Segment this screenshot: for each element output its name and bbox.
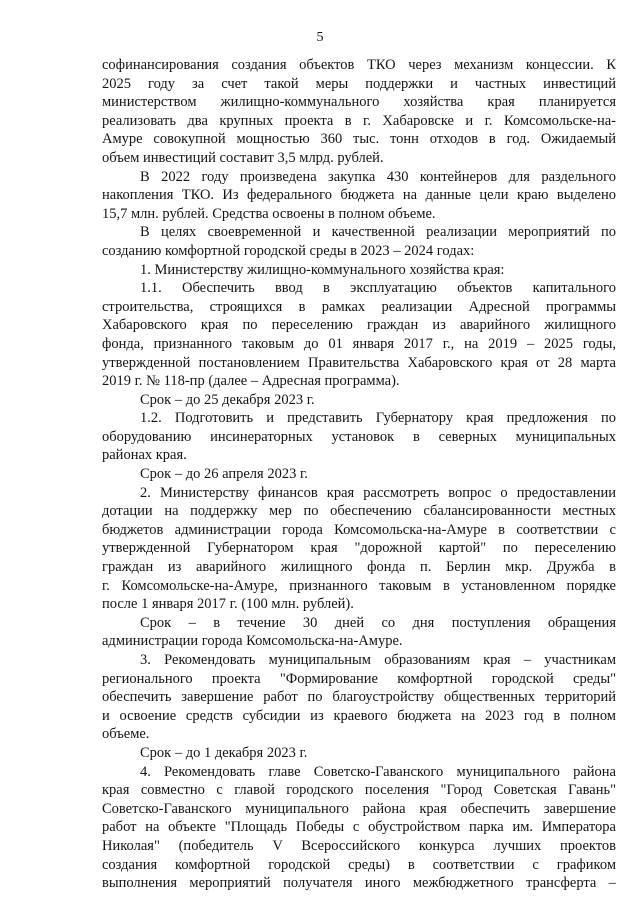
text-line: В целях своевременной и качественной реализации мероприятий по: [140, 224, 616, 241]
text-line: работ на объекте "Площадь Победы с обустройством парка им. Императора: [102, 819, 616, 836]
text-line: 2019 г. № 118-пр (далее – Адресная программа).: [102, 373, 400, 390]
text-line: объеме.: [102, 726, 150, 743]
text-line: выполнения мероприятий получателя иного межбюджетного трансферта –: [102, 875, 616, 892]
text-line: объем инвестиций составит 3,5 млрд. рублей.: [102, 149, 384, 166]
text-line: накопления ТКО. Из федерального бюджета на данные цели краю выделено: [102, 187, 616, 204]
text-line: 1.1. Обеспечить ввод в эксплуатацию объектов капитального: [140, 280, 616, 297]
text-line: 4. Рекомендовать главе Советско-Гаванского муниципального района: [140, 763, 616, 780]
text-line: после 1 января 2017 г. (100 млн. рублей).: [102, 596, 354, 613]
text-line: граждан из аварийного жилищного фонда п. Берлин мкр. Дружба в: [102, 559, 616, 576]
document-body: [102, 56, 616, 893]
text-line: оборудованию инсинераторных установок в северных муниципальных: [102, 428, 616, 445]
text-line: дотации на поддержку мер по обеспечению сбалансированности местных: [102, 503, 616, 520]
text-line: Амуре совокупной мощностью 360 тыс. тонн отходов в год. Ожидаемый: [102, 131, 616, 148]
text-line: созданию комфортной городской среды в 2023 – 2024 годах:: [102, 242, 475, 259]
text-line: регионального проекта "Формирование комфортной городской среды": [102, 670, 616, 687]
text-line: и освоение средств субсидии из краевого бюджета на 2023 год в полном: [102, 707, 616, 724]
text-line: утвержденной постановлением Правительства Хабаровского края от 28 марта: [102, 354, 616, 371]
text-line: 1.2. Подготовить и представить Губернатору края предложения по: [140, 410, 616, 427]
text-line: бюджетов администрации города Комсомольска-на-Амуре в соответствии с: [102, 521, 616, 538]
text-line: Срок – до 1 декабря 2023 г.: [140, 744, 308, 761]
text-line: обеспечить завершение работ по благоустройству общественных территорий: [102, 689, 616, 706]
text-line: 3. Рекомендовать муниципальным образованиям края – участникам: [140, 652, 616, 668]
text-line: софинансирования создания объектов ТКО через механизм концессии. К: [102, 57, 616, 73]
text-line: 2. Министерству финансов края рассмотреть вопрос о предоставлении: [140, 484, 616, 501]
text-line: В 2022 году произведена закупка 430 контейнеров для раздельного: [140, 168, 616, 185]
text-line: строительства, строящихся в рамках реализации Адресной программы: [102, 298, 616, 315]
text-line: Николая" (победитель V Всероссийского конкурса лучших проектов: [102, 837, 616, 854]
text-line: фонда, признанного таковым до 01 января 2017 г., на 2019 – 2025 годы,: [102, 335, 616, 352]
text-line: Хабаровского края по переселению граждан из аварийного жилищного: [102, 317, 616, 334]
text-line: Срок – в течение 30 дней со дня поступления обращения: [140, 614, 616, 631]
text-line: края совместно с главой городского поселения "Город Советская Гавань": [102, 782, 616, 799]
text-line: создания комфортной городской среды) в соответствии с графиком: [102, 856, 616, 873]
text-line: администрации города Комсомольска-на-Амуре.: [102, 633, 403, 650]
text-line: 15,7 млн. рублей. Средства освоены в полном объеме.: [102, 205, 436, 222]
text-line: реализовать два крупных проекта в г. Хабаровске и г. Комсомольске-на-: [102, 112, 616, 129]
text-line: Срок – до 26 апреля 2023 г.: [140, 466, 308, 483]
text-line: 2025 году за счет такой меры поддержки и частных инвестиций: [102, 75, 616, 92]
page-number: 5: [316, 30, 324, 45]
text-line: г. Комсомольске-на-Амуре, признанного таковым в установленном порядке: [102, 577, 616, 594]
text-line: районах края.: [102, 447, 187, 464]
text-line: министерством жилищно-коммунального хозяйства края планируется: [102, 94, 616, 111]
text-line: 1. Министерству жилищно-коммунального хозяйства края:: [140, 261, 505, 278]
text-line: Советско-Гаванского муниципального района края обеспечить завершение: [102, 800, 616, 817]
text-line: Срок – до 25 декабря 2023 г.: [140, 391, 315, 408]
text-line: утвержденной Губернатором края "дорожной картой" по переселению: [102, 540, 616, 557]
